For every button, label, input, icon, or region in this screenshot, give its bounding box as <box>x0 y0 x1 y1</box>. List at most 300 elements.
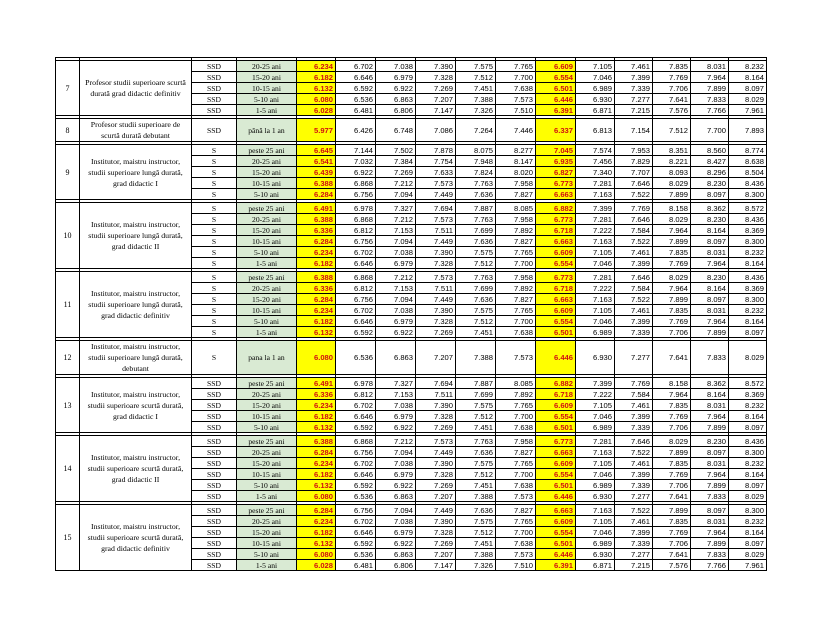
value-cell: 7.638 <box>496 83 536 94</box>
value-cell: 8.097 <box>691 505 729 516</box>
value-cell: 7.281 <box>576 272 615 283</box>
value-cell: 8.164 <box>729 411 767 422</box>
value-cell: 7.105 <box>576 305 615 316</box>
value-cell: 7.958 <box>496 178 536 189</box>
value-cell: 7.269 <box>416 480 456 491</box>
value-cell: 7.094 <box>376 505 416 516</box>
value-cell: 7.094 <box>376 189 416 200</box>
highlighted-value-cell: 6.284 <box>297 505 336 516</box>
highlighted-value-cell: 6.234 <box>297 305 336 316</box>
value-cell: 8.232 <box>729 458 767 469</box>
value-cell: 6.592 <box>336 538 376 549</box>
value-cell: 8.436 <box>729 436 767 447</box>
value-cell: 7.339 <box>615 480 653 491</box>
value-cell: 7.038 <box>376 516 416 527</box>
highlighted-value-cell: 6.234 <box>297 516 336 527</box>
value-cell: 7.512 <box>456 258 496 269</box>
value-cell: 7.887 <box>456 203 496 214</box>
seniority-cell: peste 25 ani <box>237 436 297 447</box>
value-cell: 7.765 <box>496 247 536 258</box>
value-cell: 8.572 <box>729 203 767 214</box>
value-cell: 6.922 <box>336 167 376 178</box>
value-cell: 6.536 <box>336 94 376 105</box>
study-level-cell: SSD <box>192 538 237 549</box>
seniority-cell: 20-25 ani <box>237 516 297 527</box>
highlighted-value-cell: 6.080 <box>297 549 336 560</box>
value-cell: 7.964 <box>653 389 691 400</box>
table-row <box>56 119 767 142</box>
highlighted-value-cell: 6.234 <box>297 247 336 258</box>
value-cell: 6.979 <box>376 527 416 538</box>
value-cell: 7.032 <box>336 156 376 167</box>
value-cell: 7.694 <box>416 203 456 214</box>
value-cell: 8.029 <box>729 491 767 502</box>
value-cell: 8.230 <box>691 214 729 225</box>
study-level-cell: SSD <box>192 447 237 458</box>
value-cell: 7.892 <box>496 389 536 400</box>
study-level-cell: SSD <box>192 516 237 527</box>
value-cell: 6.922 <box>376 83 416 94</box>
study-level-cell: SSD <box>192 400 237 411</box>
value-cell: 7.636 <box>456 294 496 305</box>
value-cell: 8.097 <box>729 480 767 491</box>
value-cell: 7.575 <box>456 458 496 469</box>
seniority-cell: 1-5 ani <box>237 560 297 571</box>
value-cell: 8.075 <box>456 145 496 156</box>
value-cell: 7.399 <box>615 411 653 422</box>
highlighted-value-cell: 6.554 <box>536 411 576 422</box>
value-cell: 7.638 <box>496 538 536 549</box>
highlighted-value-cell: 6.391 <box>536 105 576 116</box>
highlighted-value-cell: 6.663 <box>536 294 576 305</box>
value-cell: 8.097 <box>729 422 767 433</box>
value-cell: 7.899 <box>653 447 691 458</box>
value-cell: 7.769 <box>653 527 691 538</box>
study-level-cell: SSD <box>192 436 237 447</box>
value-cell: 7.269 <box>416 83 456 94</box>
value-cell: 7.328 <box>416 469 456 480</box>
value-cell: 7.833 <box>691 549 729 560</box>
value-cell: 7.277 <box>615 549 653 560</box>
position-title: Institutor, maistru instructor, studii superioare scurtă durată, grad didactic I <box>80 378 192 433</box>
value-cell: 7.461 <box>615 61 653 72</box>
value-cell: 7.636 <box>456 447 496 458</box>
value-cell: 6.481 <box>336 560 376 571</box>
value-cell: 7.827 <box>496 236 536 247</box>
value-cell: 8.427 <box>691 156 729 167</box>
group-number: 7 <box>56 61 80 116</box>
highlighted-value-cell: 6.554 <box>536 258 576 269</box>
study-level-cell: S <box>192 156 237 167</box>
value-cell: 7.511 <box>416 283 456 294</box>
study-level-cell: SSD <box>192 119 237 142</box>
value-cell: 7.094 <box>376 447 416 458</box>
value-cell: 7.449 <box>416 189 456 200</box>
value-cell: 6.702 <box>336 516 376 527</box>
study-level-cell: SSD <box>192 389 237 400</box>
value-cell: 7.964 <box>653 225 691 236</box>
seniority-cell: 1-5 ani <box>237 327 297 338</box>
seniority-cell: peste 25 ani <box>237 145 297 156</box>
value-cell: 8.031 <box>691 305 729 316</box>
value-cell: 8.085 <box>496 378 536 389</box>
value-cell: 8.097 <box>729 327 767 338</box>
study-level-cell: S <box>192 178 237 189</box>
highlighted-value-cell: 6.663 <box>536 447 576 458</box>
value-cell: 7.641 <box>653 341 691 375</box>
highlighted-value-cell: 6.491 <box>297 378 336 389</box>
value-cell: 7.512 <box>456 316 496 327</box>
highlighted-value-cell: 6.882 <box>536 203 576 214</box>
value-cell: 7.222 <box>576 283 615 294</box>
value-cell: 7.584 <box>615 389 653 400</box>
value-cell: 7.449 <box>416 294 456 305</box>
value-cell: 6.863 <box>376 491 416 502</box>
highlighted-value-cell: 6.028 <box>297 560 336 571</box>
value-cell: 7.706 <box>653 83 691 94</box>
value-cell: 7.899 <box>653 189 691 200</box>
value-cell: 7.573 <box>496 341 536 375</box>
value-cell: 6.702 <box>336 400 376 411</box>
value-cell: 8.232 <box>729 516 767 527</box>
value-cell: 7.766 <box>691 560 729 571</box>
value-cell: 8.232 <box>729 61 767 72</box>
value-cell: 8.097 <box>691 294 729 305</box>
value-cell: 7.700 <box>691 119 729 142</box>
value-cell: 6.756 <box>336 447 376 458</box>
value-cell: 7.892 <box>496 283 536 294</box>
value-cell: 7.899 <box>691 538 729 549</box>
value-cell: 7.046 <box>576 258 615 269</box>
value-cell: 7.264 <box>456 119 496 142</box>
seniority-cell: 1-5 ani <box>237 105 297 116</box>
value-cell: 7.512 <box>653 119 691 142</box>
value-cell: 8.031 <box>691 516 729 527</box>
value-cell: 7.706 <box>653 538 691 549</box>
seniority-cell: 15-20 ani <box>237 294 297 305</box>
value-cell: 7.511 <box>416 389 456 400</box>
position-title: Institutor, maistru instructor, studii superioare scurtă durată, grad didactic definitiv <box>80 505 192 571</box>
position-title: Profesor studii superioare scurtă durată grad didactic definitiv <box>80 61 192 116</box>
seniority-cell: 5-10 ani <box>237 189 297 200</box>
table-row <box>56 145 767 156</box>
value-cell: 7.575 <box>456 247 496 258</box>
table-row <box>56 203 767 214</box>
value-cell: 7.892 <box>496 225 536 236</box>
value-cell: 7.824 <box>456 167 496 178</box>
value-cell: 7.700 <box>496 316 536 327</box>
highlighted-value-cell: 6.663 <box>536 189 576 200</box>
value-cell: 6.646 <box>336 316 376 327</box>
seniority-cell: 5-10 ani <box>237 316 297 327</box>
highlighted-value-cell: 6.182 <box>297 72 336 83</box>
value-cell: 6.813 <box>576 119 615 142</box>
seniority-cell: 20-25 ani <box>237 283 297 294</box>
highlighted-value-cell: 6.541 <box>297 156 336 167</box>
value-cell: 7.706 <box>653 422 691 433</box>
highlighted-value-cell: 6.773 <box>536 272 576 283</box>
value-cell: 6.989 <box>576 327 615 338</box>
study-level-cell: S <box>192 189 237 200</box>
value-cell: 8.436 <box>729 272 767 283</box>
value-cell: 7.451 <box>456 422 496 433</box>
study-level-cell: SSD <box>192 72 237 83</box>
seniority-cell: 15-20 ani <box>237 400 297 411</box>
value-cell: 7.277 <box>615 94 653 105</box>
position-title: Institutor, maistru instructor, studii superioare lungă durată, grad didactic I <box>80 145 192 200</box>
highlighted-value-cell: 6.446 <box>536 341 576 375</box>
value-cell: 7.046 <box>576 411 615 422</box>
value-cell: 7.893 <box>729 119 767 142</box>
position-title: Institutor, maistru instructor, studii superioare lungă durată, grad didactic II <box>80 203 192 269</box>
highlighted-value-cell: 6.336 <box>297 283 336 294</box>
value-cell: 6.806 <box>376 105 416 116</box>
value-cell: 7.212 <box>376 178 416 189</box>
value-cell: 8.369 <box>729 389 767 400</box>
highlighted-value-cell: 6.501 <box>536 480 576 491</box>
value-cell: 7.575 <box>456 305 496 316</box>
value-cell: 7.384 <box>376 156 416 167</box>
highlighted-value-cell: 6.234 <box>297 400 336 411</box>
value-cell: 8.504 <box>729 167 767 178</box>
study-level-cell: SSD <box>192 422 237 433</box>
value-cell: 7.575 <box>456 516 496 527</box>
value-cell: 7.086 <box>416 119 456 142</box>
seniority-cell: 10-15 ani <box>237 469 297 480</box>
value-cell: 7.511 <box>416 225 456 236</box>
value-cell: 7.512 <box>456 72 496 83</box>
highlighted-value-cell: 6.337 <box>536 119 576 142</box>
highlighted-value-cell: 6.439 <box>297 167 336 178</box>
value-cell: 7.461 <box>615 458 653 469</box>
group-number: 8 <box>56 119 80 142</box>
value-cell: 6.930 <box>576 94 615 105</box>
value-cell: 6.922 <box>376 480 416 491</box>
value-cell: 6.930 <box>576 491 615 502</box>
seniority-cell: 20-25 ani <box>237 214 297 225</box>
salary-grid-table <box>55 57 767 571</box>
highlighted-value-cell: 6.609 <box>536 61 576 72</box>
value-cell: 6.989 <box>576 480 615 491</box>
value-cell: 8.774 <box>729 145 767 156</box>
value-cell: 6.756 <box>336 236 376 247</box>
value-cell: 7.573 <box>496 491 536 502</box>
value-cell: 8.164 <box>729 469 767 480</box>
value-cell: 7.339 <box>615 327 653 338</box>
highlighted-value-cell: 6.718 <box>536 389 576 400</box>
value-cell: 8.230 <box>691 272 729 283</box>
value-cell: 7.899 <box>691 327 729 338</box>
value-cell: 7.038 <box>376 61 416 72</box>
value-cell: 7.390 <box>416 305 456 316</box>
seniority-cell: 5-10 ani <box>237 247 297 258</box>
highlighted-value-cell: 6.284 <box>297 294 336 305</box>
value-cell: 7.707 <box>615 167 653 178</box>
highlighted-value-cell: 6.080 <box>297 341 336 375</box>
highlighted-value-cell: 6.446 <box>536 549 576 560</box>
value-cell: 7.899 <box>653 294 691 305</box>
value-cell: 7.763 <box>456 272 496 283</box>
value-cell: 6.871 <box>576 105 615 116</box>
group-number: 9 <box>56 145 80 200</box>
value-cell: 7.899 <box>691 83 729 94</box>
value-cell: 7.573 <box>416 436 456 447</box>
highlighted-value-cell: 6.773 <box>536 214 576 225</box>
seniority-cell: 15-20 ani <box>237 225 297 236</box>
highlighted-value-cell: 6.554 <box>536 469 576 480</box>
value-cell: 8.085 <box>496 203 536 214</box>
seniority-cell: 15-20 ani <box>237 458 297 469</box>
value-cell: 7.878 <box>416 145 456 156</box>
value-cell: 7.399 <box>576 378 615 389</box>
value-cell: 8.097 <box>729 538 767 549</box>
seniority-cell: pana la 1 an <box>237 341 297 375</box>
table-body <box>56 58 767 571</box>
value-cell: 7.694 <box>416 378 456 389</box>
value-cell: 7.763 <box>456 436 496 447</box>
value-cell: 7.399 <box>615 316 653 327</box>
value-cell: 7.699 <box>456 283 496 294</box>
value-cell: 7.094 <box>376 294 416 305</box>
value-cell: 7.339 <box>615 538 653 549</box>
seniority-cell: 10-15 ani <box>237 178 297 189</box>
highlighted-value-cell: 6.132 <box>297 480 336 491</box>
study-level-cell: SSD <box>192 527 237 538</box>
seniority-cell: 1-5 ani <box>237 258 297 269</box>
value-cell: 7.769 <box>615 378 653 389</box>
highlighted-value-cell: 6.882 <box>536 378 576 389</box>
value-cell: 7.339 <box>615 83 653 94</box>
value-cell: 6.863 <box>376 549 416 560</box>
seniority-cell: până la 1 an <box>237 119 297 142</box>
value-cell: 7.763 <box>456 214 496 225</box>
value-cell: 8.369 <box>729 225 767 236</box>
value-cell: 7.958 <box>496 214 536 225</box>
value-cell: 7.222 <box>576 389 615 400</box>
value-cell: 7.835 <box>653 516 691 527</box>
value-cell: 7.827 <box>496 189 536 200</box>
value-cell: 8.221 <box>653 156 691 167</box>
value-cell: 7.388 <box>456 549 496 560</box>
study-level-cell: S <box>192 294 237 305</box>
value-cell: 7.094 <box>376 236 416 247</box>
value-cell: 7.105 <box>576 247 615 258</box>
value-cell: 7.769 <box>653 411 691 422</box>
value-cell: 7.899 <box>653 236 691 247</box>
value-cell: 6.536 <box>336 491 376 502</box>
value-cell: 8.300 <box>729 294 767 305</box>
value-cell: 7.215 <box>615 560 653 571</box>
value-cell: 8.164 <box>729 316 767 327</box>
seniority-cell: 20-25 ani <box>237 156 297 167</box>
highlighted-value-cell: 6.609 <box>536 516 576 527</box>
highlighted-value-cell: 6.935 <box>536 156 576 167</box>
value-cell: 7.769 <box>653 72 691 83</box>
value-cell: 7.163 <box>576 447 615 458</box>
study-level-cell: S <box>192 305 237 316</box>
value-cell: 7.769 <box>653 469 691 480</box>
value-cell: 6.592 <box>336 327 376 338</box>
study-level-cell: S <box>192 247 237 258</box>
value-cell: 7.887 <box>456 378 496 389</box>
value-cell: 7.958 <box>496 272 536 283</box>
value-cell: 8.031 <box>691 247 729 258</box>
value-cell: 7.207 <box>416 491 456 502</box>
value-cell: 8.296 <box>691 167 729 178</box>
value-cell: 7.641 <box>653 549 691 560</box>
value-cell: 8.147 <box>496 156 536 167</box>
value-cell: 7.327 <box>376 203 416 214</box>
seniority-cell: peste 25 ani <box>237 505 297 516</box>
value-cell: 7.964 <box>691 411 729 422</box>
value-cell: 7.326 <box>456 105 496 116</box>
value-cell: 8.031 <box>691 400 729 411</box>
value-cell: 7.700 <box>496 411 536 422</box>
value-cell: 6.748 <box>376 119 416 142</box>
value-cell: 7.700 <box>496 469 536 480</box>
value-cell: 6.979 <box>376 469 416 480</box>
highlighted-value-cell: 6.554 <box>536 316 576 327</box>
value-cell: 7.212 <box>376 272 416 283</box>
value-cell: 8.164 <box>729 527 767 538</box>
value-cell: 7.163 <box>576 189 615 200</box>
value-cell: 7.269 <box>416 538 456 549</box>
value-cell: 7.038 <box>376 247 416 258</box>
seniority-cell: 20-25 ani <box>237 389 297 400</box>
value-cell: 6.702 <box>336 305 376 316</box>
value-cell: 7.399 <box>615 469 653 480</box>
highlighted-value-cell: 6.609 <box>536 247 576 258</box>
value-cell: 7.207 <box>416 341 456 375</box>
study-level-cell: SSD <box>192 411 237 422</box>
value-cell: 8.436 <box>729 178 767 189</box>
highlighted-value-cell: 6.132 <box>297 538 336 549</box>
study-level-cell: S <box>192 327 237 338</box>
seniority-cell: peste 25 ani <box>237 378 297 389</box>
value-cell: 7.522 <box>615 505 653 516</box>
value-cell: 6.868 <box>336 214 376 225</box>
value-cell: 6.930 <box>576 341 615 375</box>
value-cell: 6.922 <box>376 327 416 338</box>
value-cell: 8.232 <box>729 400 767 411</box>
value-cell: 8.230 <box>691 178 729 189</box>
value-cell: 6.481 <box>336 105 376 116</box>
value-cell: 7.575 <box>456 400 496 411</box>
position-title: Institutor, maistru instructor, studii superioare scurtă durată, grad didactic II <box>80 436 192 502</box>
value-cell: 7.451 <box>456 538 496 549</box>
value-cell: 7.390 <box>416 61 456 72</box>
value-cell: 7.835 <box>653 458 691 469</box>
highlighted-value-cell: 6.388 <box>297 214 336 225</box>
seniority-cell: 1-5 ani <box>237 491 297 502</box>
value-cell: 6.989 <box>576 422 615 433</box>
value-cell: 6.989 <box>576 538 615 549</box>
value-cell: 7.281 <box>576 436 615 447</box>
value-cell: 7.829 <box>615 156 653 167</box>
study-level-cell: S <box>192 258 237 269</box>
study-level-cell: SSD <box>192 105 237 116</box>
value-cell: 7.449 <box>416 236 456 247</box>
value-cell: 7.269 <box>416 327 456 338</box>
value-cell: 7.281 <box>576 214 615 225</box>
value-cell: 7.038 <box>376 458 416 469</box>
highlighted-value-cell: 6.645 <box>297 145 336 156</box>
highlighted-value-cell: 6.284 <box>297 189 336 200</box>
value-cell: 7.046 <box>576 72 615 83</box>
highlighted-value-cell: 6.501 <box>536 327 576 338</box>
study-level-cell: S <box>192 167 237 178</box>
highlighted-value-cell: 6.391 <box>536 560 576 571</box>
